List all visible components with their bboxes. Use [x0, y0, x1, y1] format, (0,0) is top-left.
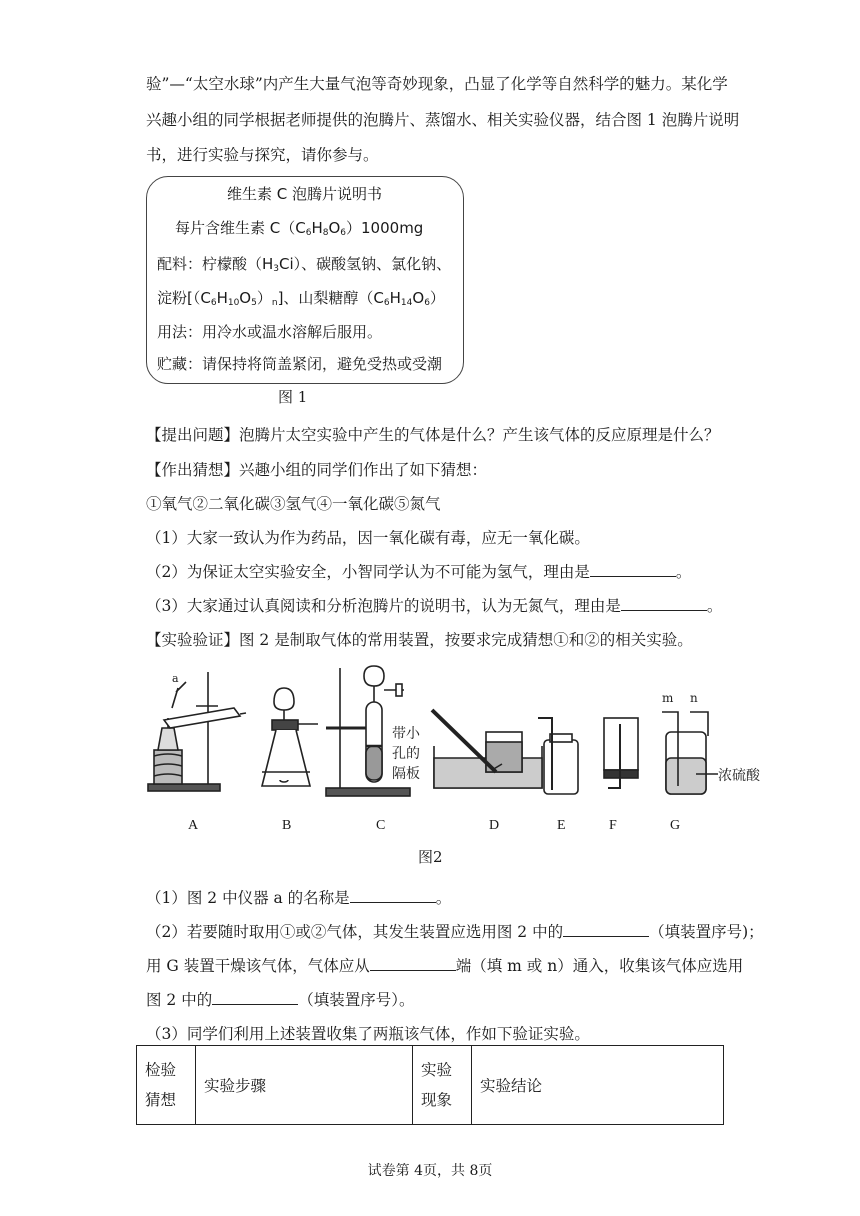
- answer-blank[interactable]: [621, 595, 707, 611]
- part2-q3: （3）同学们利用上述装置收集了两瓶该气体，作如下验证实验。: [146, 1025, 590, 1043]
- card-storage: 贮藏：请保持将筒盖紧闭，避免受热或受潮: [157, 355, 443, 373]
- guess-options: ①氧气②二氧化碳③氢气④一氧化碳⑤氮气: [146, 495, 441, 513]
- header-check-guess: 检验 猜想: [137, 1046, 196, 1125]
- card-title: 维生素 C 泡腾片说明书: [227, 185, 383, 203]
- table-header-row: [137, 1046, 724, 1125]
- intro-line-2: 兴趣小组的同学根据老师提供的泡腾片、蒸馏水、相关实验仪器，结合图 1 泡腾片说明: [146, 111, 740, 129]
- intro-line-3: 书，进行实验与探究，请你参与。: [146, 146, 379, 164]
- figure1-caption: 图 1: [278, 388, 308, 406]
- answer-blank[interactable]: [590, 561, 676, 577]
- partition-label-2: 孔的: [392, 746, 420, 762]
- intro-line-1: 验”—“太空水球”内产生大量气泡等奇妙现象，凸显了化学等自然科学的魅力。某化学: [146, 75, 728, 93]
- apparatus-label-d: D: [489, 818, 500, 833]
- apparatus-g: [662, 691, 761, 794]
- part2-q2b: 用 G 装置干燥该气体，气体应从 端（填 m 或 n）通入，收集该气体应选用: [146, 957, 744, 975]
- label-a: a: [172, 672, 179, 685]
- question-2: （2）为保证太空实验安全，小智同学认为不可能为氢气，理由是 。: [146, 563, 692, 581]
- apparatus-c: [326, 666, 421, 796]
- card-content: 每片含维生素 $C(C_6H_8O_6)1000mg$: [175, 219, 424, 238]
- apparatus-d: [432, 710, 542, 788]
- question-guess: 【作出猜想】兴趣小组的同学们作出了如下猜想：: [146, 461, 488, 479]
- answer-blank[interactable]: [370, 955, 456, 971]
- part2-q2c: 图 2 中的 （填装置序号）。: [146, 991, 415, 1009]
- answer-blank[interactable]: [563, 921, 649, 937]
- page-footer: 试卷第 4页，共 8页: [367, 1163, 493, 1179]
- card-starch: 淀粉$[(C_6H_{10}O_5)_n]$、山梨糖醇$(C_6H_{14}O_6)$: [157, 289, 445, 308]
- apparatus-b: [262, 688, 318, 786]
- apparatus-label-a: A: [188, 818, 199, 833]
- figure2-caption: 图2: [418, 848, 443, 866]
- apparatus-a: [148, 672, 246, 791]
- answer-blank[interactable]: [212, 989, 298, 1005]
- header-phenomenon: 实验 现象: [413, 1046, 472, 1125]
- card-ingredients: 配料：柠檬酸$(H_3Ci)$、碳酸氢钠、氯化钠、: [157, 255, 452, 274]
- experiment-verify: 【实验验证】图 2 是制取气体的常用装置，按要求完成猜想①和②的相关实验。: [146, 631, 693, 649]
- question-ask: 【提出问题】泡腾片太空实验中产生的气体是什么？产生该气体的反应原理是什么？: [146, 426, 720, 444]
- apparatus-label-c: C: [376, 818, 386, 833]
- apparatus-label-g: G: [670, 818, 681, 833]
- header-steps: 实验步骤: [196, 1046, 413, 1125]
- apparatus-label-b: B: [282, 818, 292, 833]
- apparatus-e: [538, 718, 578, 794]
- part2-q2: （2）若要随时取用①或②气体，其发生装置应选用图 2 中的 （填装置序号)；: [146, 923, 764, 941]
- vitamin-c-instruction-card: [146, 176, 464, 384]
- acid-label: 浓硫酸: [718, 768, 760, 784]
- header-conclusion: 实验结论: [472, 1046, 724, 1125]
- apparatus-figure: [146, 662, 760, 812]
- part2-q1: （1）图 2 中仪器 a 的名称是 。: [146, 889, 452, 907]
- apparatus-label-f: F: [609, 818, 617, 833]
- question-1: （1）大家一致认为作为药品，因一氧化碳有毒，应无一氧化碳。: [146, 529, 590, 547]
- label-n: n: [690, 691, 698, 705]
- card-usage: 用法：用冷水或温水溶解后服用。: [157, 323, 383, 341]
- label-m: m: [662, 691, 674, 705]
- partition-label-3: 隔板: [392, 766, 420, 782]
- question-3: （3）大家通过认真阅读和分析泡腾片的说明书，认为无氮气，理由是 。: [146, 597, 723, 615]
- apparatus-f: [604, 718, 638, 788]
- apparatus-label-e: E: [557, 818, 566, 833]
- partition-label-1: 带小: [392, 726, 420, 742]
- answer-blank[interactable]: [350, 887, 436, 903]
- verification-table: [136, 1045, 724, 1125]
